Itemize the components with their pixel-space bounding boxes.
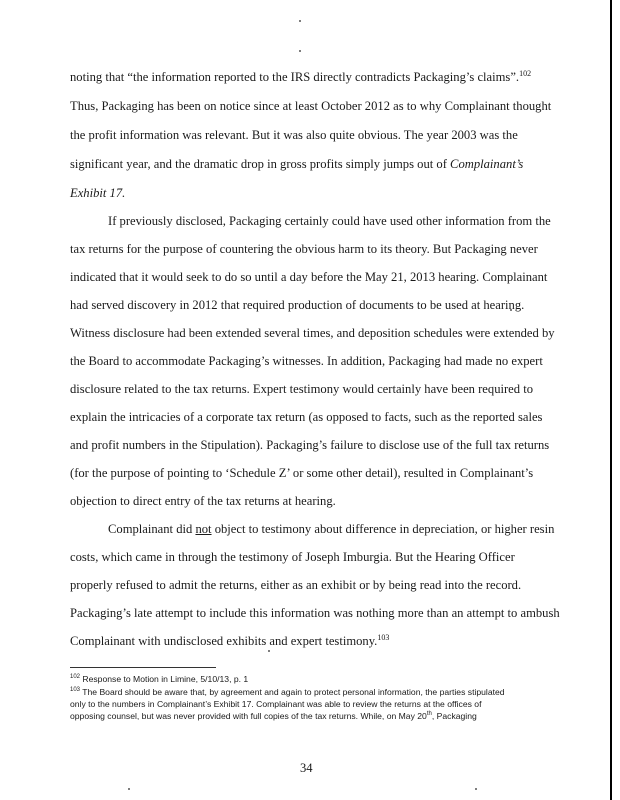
body-line: the Board to accommodate Packaging’s witnesses. In addition, Packaging had made no expert [70,354,543,368]
body-line: properly refused to admit the returns, either as an exhibit or by being read into the record. [70,578,522,592]
body-line: and profit numbers in the Stipulation). Packaging’s failure to disclose use of the full tax returns [70,438,550,452]
footnote-line: $^{103}$ The Board should be aware that, by agreement and again to protect personal information, the parties stipulated [70,687,505,697]
body-line: disclosure related to the tax returns. Expert testimony would certainly have been required to [70,382,534,396]
body-line: significant year, and the dramatic drop in gross profits simply jumps out of Complainant’s [70,157,524,171]
footnote-rule [70,667,216,668]
scan-speck [268,650,270,652]
page-edge [610,0,612,800]
body-line: Complainant did not object to testimony about difference in depreciation, or higher resin [108,522,555,536]
body-line: Packaging’s late attempt to include this information was nothing more than an attempt to ambush [70,606,560,620]
footnote-line: opposing counsel, but was never provided with full copies of the tax returns. While, on May 20th, Packaging [70,711,477,721]
footnote-line: only to the numbers in Complainant’s Exhibit 17. Complainant was able to review the returns at the offices of [70,699,482,709]
body-line: noting that “the information reported to the IRS directly contradicts Packaging’s claims”.$^{102}$ [70,68,532,84]
body-line: If previously disclosed, Packaging certainly could have used other information from the [108,214,551,228]
scan-speck [475,788,477,790]
body-line: (for the purpose of pointing to ‘Schedule Z’ or some other detail), resulted in Complainant’s [70,466,534,480]
body-line: costs, which came in through the testimony of Joseph Imburgia. But the Hearing Officer [70,550,515,564]
scan-speck [299,50,301,52]
footnote-line: $^{102}$ Response to Motion in Limine, 5/10/13, p. 1 [70,674,249,684]
body-line: had served discovery in 2012 that required production of documents to be used at hearing. [70,298,525,312]
body-line: explain the intricacies of a corporate tax return (as opposed to facts, such as the reported sales [70,410,543,424]
page-number: 34 [300,761,313,775]
scan-speck [299,20,301,22]
body-line: Exhibit 17. [70,186,126,200]
body-line: objection to direct entry of the tax returns at hearing. [70,494,336,508]
body-line: tax returns for the purpose of countering the obvious harm to its theory. But Packaging never [70,242,538,256]
body-line: indicated that it would seek to do so until a day before the May 21, 2013 hearing. Complainant [70,270,548,284]
body-line: Thus, Packaging has been on notice since at least October 2012 as to why Complainant thought [70,99,552,113]
body-line: Complainant with undisclosed exhibits and expert testimony.$^{103}$ [70,632,390,648]
body-line: the profit information was relevant. But it was also quite obvious. The year 2003 was the [70,128,518,142]
scan-speck [128,788,130,790]
body-line: Witness disclosure had been extended several times, and deposition schedules were extended by [70,326,555,340]
